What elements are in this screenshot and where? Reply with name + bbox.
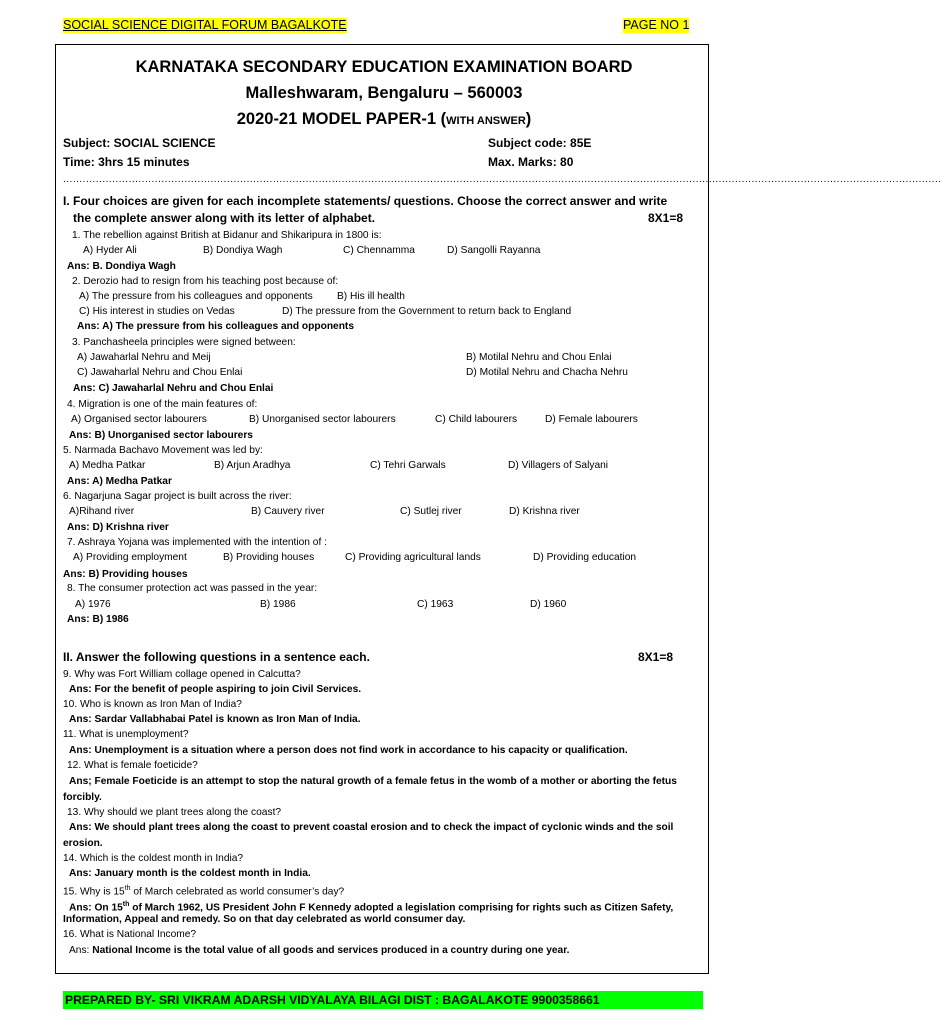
section1-instruction-line2: the complete answer along with its letter of alphabet. <box>73 211 376 225</box>
answer-7: Ans: B) Providing houses <box>63 569 188 580</box>
q6-option-c: C) Sutlej river <box>400 506 462 517</box>
section2-title: II. Answer the following questions in a sentence each. <box>63 650 370 664</box>
subject-label: Subject: SOCIAL SCIENCE <box>63 136 216 150</box>
q5-option-b: B) Arjun Aradhya <box>214 460 291 471</box>
q1-option-b: B) Dondiya Wagh <box>203 245 283 256</box>
q8-option-c: C) 1963 <box>417 599 454 610</box>
q8-option-d: D) 1960 <box>530 599 567 610</box>
answer-12-line1: Ans; Female Foeticide is an attempt to stop the natural growth of a female fetus in the womb of a mother or aborting the fetus <box>69 776 677 787</box>
q15-pre: 15. Why is 15 <box>63 886 125 898</box>
answer-8: Ans: B) 1986 <box>67 614 129 625</box>
q7-option-d: D) Providing education <box>533 552 637 563</box>
section2-marks: 8X1=8 <box>638 650 674 664</box>
max-marks: Max. Marks: 80 <box>488 155 574 169</box>
answer-16 <box>69 944 569 957</box>
answer-3: Ans: C) Jawaharlal Nehru and Chou Enlai <box>73 383 274 394</box>
answer-14: Ans: January month is the coldest month in India. <box>69 868 311 879</box>
q8-option-b: B) 1986 <box>260 599 296 610</box>
answer-13-line2: erosion. <box>63 838 103 849</box>
q5-option-c: C) Tehri Garwals <box>370 460 446 471</box>
time-label: Time: 3hrs 15 minutes <box>63 155 190 169</box>
question-15 <box>63 882 344 898</box>
question-5: 5. Narmada Bachavo Movement was led by: <box>63 445 263 456</box>
question-3: 3. Panchasheela principles were signed between: <box>72 337 296 348</box>
q4-option-d: D) Female labourers <box>545 414 638 425</box>
answer-4: Ans: B) Unorganised sector labourers <box>69 430 253 441</box>
dotted-separator: ............................................................................................................................................................................................................................................................................ <box>63 174 942 185</box>
paper-title-main: 2020-21 MODEL PAPER-1 ( <box>236 110 447 128</box>
q5-option-a: A) Medha Patkar <box>69 460 146 471</box>
question-14: 14. Which is the coldest month in India? <box>63 853 244 864</box>
a15-pre: Ans: On 15 <box>69 902 123 914</box>
board-address: Malleshwaram, Bengaluru – 560003 <box>245 84 523 102</box>
answer-2: Ans: A) The pressure from his colleagues and opponents <box>77 321 354 332</box>
question-13: 13. Why should we plant trees along the coast? <box>67 807 282 818</box>
q15-sup: th <box>124 885 131 892</box>
q7-option-b: B) Providing houses <box>223 552 315 563</box>
board-title: KARNATAKA SECONDARY EDUCATION EXAMINATION BOARD <box>135 58 633 76</box>
q4-option-b: B) Unorganised sector labourers <box>249 414 396 425</box>
answer-15-line2: Information, Appeal and remedy. So on that day celebrated as world consumer day. <box>63 914 466 925</box>
subject-code: Subject code: 85E <box>488 136 592 150</box>
paper-title <box>0 109 768 131</box>
page-header-forum: SOCIAL SCIENCE DIGITAL FORUM BAGALKOTE <box>63 18 347 32</box>
q3-option-a: A) Jawaharlal Nehru and Meij <box>77 352 211 363</box>
q6-option-a: A)Rihand river <box>69 506 135 517</box>
answer-6: Ans: D) Krishna river <box>67 522 169 533</box>
question-2: 2. Derozio had to resign from his teaching post because of: <box>72 276 339 287</box>
q6-option-d: D) Krishna river <box>509 506 580 517</box>
section1-marks: 8X1=8 <box>648 211 684 225</box>
answer-11: Ans: Unemployment is a situation where a person does not find work in accordance to his capacity or qualification. <box>69 745 628 756</box>
q2-option-d: D) The pressure from the Government to return back to England <box>282 306 572 317</box>
question-6: 6. Nagarjuna Sagar project is built across the river: <box>63 491 292 502</box>
answer-5: Ans: A) Medha Patkar <box>67 476 172 487</box>
answer-12-line2: forcibly. <box>63 792 102 803</box>
answer-10: Ans: Sardar Vallabhabai Patel is known as Iron Man of India. <box>69 714 361 725</box>
q6-option-b: B) Cauvery river <box>251 506 325 517</box>
question-11: 11. What is unemployment? <box>63 729 189 740</box>
question-16: 16. What is National Income? <box>63 929 197 940</box>
q7-option-a: A) Providing employment <box>73 552 187 563</box>
a15-sup: th <box>122 901 130 908</box>
question-12: 12. What is female foeticide? <box>67 760 198 771</box>
answer-15-line1 <box>69 898 673 914</box>
q2-option-c: C) His interest in studies on Vedas <box>79 306 235 317</box>
q8-option-a: A) 1976 <box>75 599 111 610</box>
question-9: 9. Why was Fort William collage opened in Calcutta? <box>63 669 301 680</box>
answer-13-line1: Ans: We should plant trees along the coast to prevent coastal erosion and to check the impact of cyclonic winds and the soil <box>69 822 674 833</box>
q1-option-a: A) Hyder Ali <box>83 245 137 256</box>
question-7: 7. Ashraya Yojana was implemented with the intention of : <box>67 537 327 548</box>
q3-option-c: C) Jawaharlal Nehru and Chou Enlai <box>77 367 243 378</box>
question-8: 8. The consumer protection act was passed in the year: <box>67 583 318 594</box>
answer-1: Ans: B. Dondiya Wagh <box>67 261 176 272</box>
a15-post: of March 1962, US President John F Kennedy adopted a legislation comprising for rights such as Citizen Safety, <box>129 902 674 914</box>
a16-label: Ans: <box>69 945 93 956</box>
section1-instruction-line1: I. Four choices are given for each incomplete statements/ questions. Choose the correct answer and write <box>63 194 668 208</box>
q2-option-a: A) The pressure from his colleagues and opponents <box>79 291 313 302</box>
question-4: 4. Migration is one of the main features of: <box>67 399 258 410</box>
q2-option-b: B) His ill health <box>337 291 405 302</box>
a16-text: National Income is the total value of all goods and services produced in a country during one year. <box>92 945 570 956</box>
q7-option-c: C) Providing agricultural lands <box>345 552 481 563</box>
q5-option-d: D) Villagers of Salyani <box>508 460 609 471</box>
q1-option-d: D) Sangolli Rayanna <box>447 245 541 256</box>
q1-option-c: C) Chennamma <box>343 245 415 256</box>
question-1: 1. The rebellion against British at Bidanur and Shikaripura in 1800 is: <box>72 230 382 241</box>
footer-credit: PREPARED BY- SRI VIKRAM ADARSH VIDYALAYA BILAGI DIST : BAGALAKOTE 9900358661 <box>63 991 703 1009</box>
paper-title-end: ) <box>525 110 532 128</box>
q3-option-b: B) Motilal Nehru and Chou Enlai <box>466 352 612 363</box>
q4-option-a: A) Organised sector labourers <box>71 414 207 425</box>
q3-option-d: D) Motilal Nehru and Chacha Nehru <box>466 367 628 378</box>
paper-title-small: WITH ANSWER <box>446 115 526 127</box>
q15-post: of March celebrated as world consumer’s day? <box>130 886 345 898</box>
answer-9: Ans: For the benefit of people aspiring to join Civil Services. <box>69 684 362 695</box>
page-number: PAGE NO 1 <box>623 18 690 32</box>
q4-option-c: C) Child labourers <box>435 414 518 425</box>
question-10: 10. Who is known as Iron Man of India? <box>63 699 242 710</box>
